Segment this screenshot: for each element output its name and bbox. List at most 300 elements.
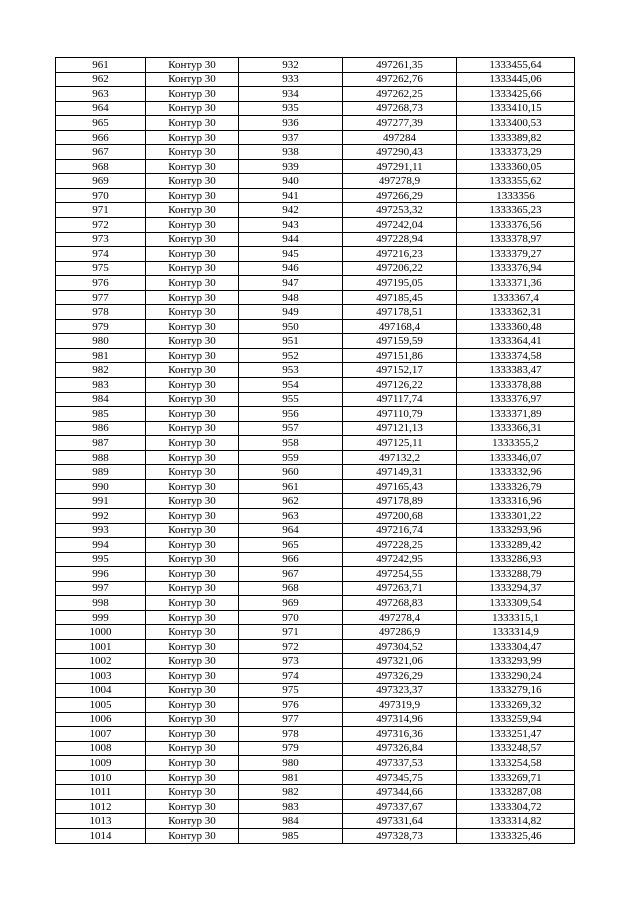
x-coordinate-cell: 497277,39 bbox=[343, 116, 457, 131]
x-coordinate-cell: 497206,22 bbox=[343, 261, 457, 276]
row-number-cell: 1010 bbox=[56, 770, 146, 785]
point-number-cell: 982 bbox=[239, 785, 343, 800]
contour-name-cell: Контур 30 bbox=[146, 232, 239, 247]
y-coordinate-cell: 1333332,96 bbox=[457, 465, 575, 480]
y-coordinate-cell: 1333371,36 bbox=[457, 276, 575, 291]
point-number-cell: 932 bbox=[239, 58, 343, 73]
table-row bbox=[56, 159, 575, 174]
point-number-cell: 934 bbox=[239, 87, 343, 102]
x-coordinate-cell: 497326,84 bbox=[343, 741, 457, 756]
row-number-cell: 993 bbox=[56, 523, 146, 538]
point-number-cell: 951 bbox=[239, 334, 343, 349]
row-number-cell: 982 bbox=[56, 363, 146, 378]
x-coordinate-cell: 497200,68 bbox=[343, 508, 457, 523]
x-coordinate-cell: 497304,52 bbox=[343, 639, 457, 654]
y-coordinate-cell: 1333371,89 bbox=[457, 407, 575, 422]
x-coordinate-cell: 497132,2 bbox=[343, 450, 457, 465]
point-number-cell: 950 bbox=[239, 319, 343, 334]
contour-name-cell: Контур 30 bbox=[146, 683, 239, 698]
point-number-cell: 957 bbox=[239, 421, 343, 436]
y-coordinate-cell: 1333355,2 bbox=[457, 436, 575, 451]
table-row bbox=[56, 174, 575, 189]
point-number-cell: 967 bbox=[239, 567, 343, 582]
point-number-cell: 956 bbox=[239, 407, 343, 422]
row-number-cell: 1003 bbox=[56, 668, 146, 683]
table-row bbox=[56, 683, 575, 698]
row-number-cell: 965 bbox=[56, 116, 146, 131]
row-number-cell: 974 bbox=[56, 247, 146, 262]
point-number-cell: 960 bbox=[239, 465, 343, 480]
point-number-cell: 935 bbox=[239, 101, 343, 116]
x-coordinate-cell: 497110,79 bbox=[343, 407, 457, 422]
contour-name-cell: Контур 30 bbox=[146, 348, 239, 363]
y-coordinate-cell: 1333373,29 bbox=[457, 145, 575, 160]
point-number-cell: 955 bbox=[239, 392, 343, 407]
point-number-cell: 944 bbox=[239, 232, 343, 247]
table-row bbox=[56, 479, 575, 494]
table-row bbox=[56, 421, 575, 436]
contour-name-cell: Контур 30 bbox=[146, 668, 239, 683]
table-row bbox=[56, 247, 575, 262]
row-number-cell: 986 bbox=[56, 421, 146, 436]
point-number-cell: 973 bbox=[239, 654, 343, 669]
row-number-cell: 985 bbox=[56, 407, 146, 422]
contour-name-cell: Контур 30 bbox=[146, 421, 239, 436]
y-coordinate-cell: 1333378,97 bbox=[457, 232, 575, 247]
y-coordinate-cell: 1333316,96 bbox=[457, 494, 575, 509]
y-coordinate-cell: 1333287,08 bbox=[457, 785, 575, 800]
x-coordinate-cell: 497268,83 bbox=[343, 596, 457, 611]
y-coordinate-cell: 1333254,58 bbox=[457, 756, 575, 771]
table-row bbox=[56, 407, 575, 422]
point-number-cell: 963 bbox=[239, 508, 343, 523]
y-coordinate-cell: 1333360,48 bbox=[457, 319, 575, 334]
contour-name-cell: Контур 30 bbox=[146, 756, 239, 771]
x-coordinate-cell: 497254,55 bbox=[343, 567, 457, 582]
contour-name-cell: Контур 30 bbox=[146, 654, 239, 669]
x-coordinate-cell: 497266,29 bbox=[343, 188, 457, 203]
row-number-cell: 967 bbox=[56, 145, 146, 160]
point-number-cell: 965 bbox=[239, 538, 343, 553]
y-coordinate-cell: 1333269,71 bbox=[457, 770, 575, 785]
x-coordinate-cell: 497344,66 bbox=[343, 785, 457, 800]
table-row bbox=[56, 756, 575, 771]
row-number-cell: 968 bbox=[56, 159, 146, 174]
x-coordinate-cell: 497278,9 bbox=[343, 174, 457, 189]
x-coordinate-cell: 497242,95 bbox=[343, 552, 457, 567]
y-coordinate-cell: 1333314,82 bbox=[457, 814, 575, 829]
row-number-cell: 963 bbox=[56, 87, 146, 102]
table-row bbox=[56, 319, 575, 334]
row-number-cell: 969 bbox=[56, 174, 146, 189]
y-coordinate-cell: 1333325,46 bbox=[457, 828, 575, 843]
contour-name-cell: Контур 30 bbox=[146, 538, 239, 553]
y-coordinate-cell: 1333293,99 bbox=[457, 654, 575, 669]
contour-name-cell: Контур 30 bbox=[146, 101, 239, 116]
y-coordinate-cell: 1333445,06 bbox=[457, 72, 575, 87]
y-coordinate-cell: 1333301,22 bbox=[457, 508, 575, 523]
row-number-cell: 975 bbox=[56, 261, 146, 276]
point-number-cell: 941 bbox=[239, 188, 343, 203]
point-number-cell: 953 bbox=[239, 363, 343, 378]
point-number-cell: 975 bbox=[239, 683, 343, 698]
contour-name-cell: Контур 30 bbox=[146, 145, 239, 160]
x-coordinate-cell: 497242,04 bbox=[343, 218, 457, 233]
contour-name-cell: Контур 30 bbox=[146, 392, 239, 407]
point-number-cell: 980 bbox=[239, 756, 343, 771]
table-row bbox=[56, 436, 575, 451]
y-coordinate-cell: 1333286,93 bbox=[457, 552, 575, 567]
row-number-cell: 989 bbox=[56, 465, 146, 480]
point-number-cell: 954 bbox=[239, 378, 343, 393]
x-coordinate-cell: 497178,51 bbox=[343, 305, 457, 320]
y-coordinate-cell: 1333294,37 bbox=[457, 581, 575, 596]
point-number-cell: 949 bbox=[239, 305, 343, 320]
point-number-cell: 977 bbox=[239, 712, 343, 727]
y-coordinate-cell: 1333293,96 bbox=[457, 523, 575, 538]
contour-name-cell: Контур 30 bbox=[146, 276, 239, 291]
row-number-cell: 984 bbox=[56, 392, 146, 407]
row-number-cell: 971 bbox=[56, 203, 146, 218]
x-coordinate-cell: 497263,71 bbox=[343, 581, 457, 596]
table-row bbox=[56, 465, 575, 480]
point-number-cell: 961 bbox=[239, 479, 343, 494]
point-number-cell: 981 bbox=[239, 770, 343, 785]
x-coordinate-cell: 497331,64 bbox=[343, 814, 457, 829]
table-row bbox=[56, 668, 575, 683]
y-coordinate-cell: 1333379,27 bbox=[457, 247, 575, 262]
contour-name-cell: Контур 30 bbox=[146, 58, 239, 73]
point-number-cell: 978 bbox=[239, 727, 343, 742]
y-coordinate-cell: 1333288,79 bbox=[457, 567, 575, 582]
contour-name-cell: Контур 30 bbox=[146, 465, 239, 480]
point-number-cell: 942 bbox=[239, 203, 343, 218]
table-row bbox=[56, 130, 575, 145]
y-coordinate-cell: 1333410,15 bbox=[457, 101, 575, 116]
row-number-cell: 997 bbox=[56, 581, 146, 596]
x-coordinate-cell: 497165,43 bbox=[343, 479, 457, 494]
point-number-cell: 945 bbox=[239, 247, 343, 262]
x-coordinate-cell: 497291,11 bbox=[343, 159, 457, 174]
y-coordinate-cell: 1333290,24 bbox=[457, 668, 575, 683]
y-coordinate-cell: 1333364,41 bbox=[457, 334, 575, 349]
coordinates-table bbox=[55, 57, 575, 844]
row-number-cell: 1007 bbox=[56, 727, 146, 742]
y-coordinate-cell: 1333367,4 bbox=[457, 290, 575, 305]
row-number-cell: 1011 bbox=[56, 785, 146, 800]
x-coordinate-cell: 497168,4 bbox=[343, 319, 457, 334]
contour-name-cell: Контур 30 bbox=[146, 639, 239, 654]
table-row bbox=[56, 87, 575, 102]
x-coordinate-cell: 497117,74 bbox=[343, 392, 457, 407]
point-number-cell: 969 bbox=[239, 596, 343, 611]
point-number-cell: 976 bbox=[239, 698, 343, 713]
row-number-cell: 981 bbox=[56, 348, 146, 363]
y-coordinate-cell: 1333248,57 bbox=[457, 741, 575, 756]
row-number-cell: 1009 bbox=[56, 756, 146, 771]
y-coordinate-cell: 1333304,47 bbox=[457, 639, 575, 654]
point-number-cell: 966 bbox=[239, 552, 343, 567]
x-coordinate-cell: 497178,89 bbox=[343, 494, 457, 509]
row-number-cell: 1012 bbox=[56, 799, 146, 814]
row-number-cell: 972 bbox=[56, 218, 146, 233]
y-coordinate-cell: 1333400,53 bbox=[457, 116, 575, 131]
point-number-cell: 983 bbox=[239, 799, 343, 814]
row-number-cell: 976 bbox=[56, 276, 146, 291]
point-number-cell: 962 bbox=[239, 494, 343, 509]
x-coordinate-cell: 497319,9 bbox=[343, 698, 457, 713]
table-row bbox=[56, 814, 575, 829]
y-coordinate-cell: 1333304,72 bbox=[457, 799, 575, 814]
x-coordinate-cell: 497121,13 bbox=[343, 421, 457, 436]
table-row bbox=[56, 799, 575, 814]
table-row bbox=[56, 698, 575, 713]
contour-name-cell: Контур 30 bbox=[146, 450, 239, 465]
row-number-cell: 961 bbox=[56, 58, 146, 73]
x-coordinate-cell: 497228,25 bbox=[343, 538, 457, 553]
contour-name-cell: Контур 30 bbox=[146, 698, 239, 713]
table-row bbox=[56, 552, 575, 567]
y-coordinate-cell: 1333269,32 bbox=[457, 698, 575, 713]
contour-name-cell: Контур 30 bbox=[146, 130, 239, 145]
table-row bbox=[56, 785, 575, 800]
row-number-cell: 1008 bbox=[56, 741, 146, 756]
row-number-cell: 988 bbox=[56, 450, 146, 465]
point-number-cell: 939 bbox=[239, 159, 343, 174]
contour-name-cell: Контур 30 bbox=[146, 552, 239, 567]
y-coordinate-cell: 1333289,42 bbox=[457, 538, 575, 553]
point-number-cell: 959 bbox=[239, 450, 343, 465]
contour-name-cell: Контур 30 bbox=[146, 625, 239, 640]
x-coordinate-cell: 497126,22 bbox=[343, 378, 457, 393]
row-number-cell: 994 bbox=[56, 538, 146, 553]
y-coordinate-cell: 1333383,47 bbox=[457, 363, 575, 378]
point-number-cell: 979 bbox=[239, 741, 343, 756]
x-coordinate-cell: 497337,53 bbox=[343, 756, 457, 771]
point-number-cell: 940 bbox=[239, 174, 343, 189]
row-number-cell: 979 bbox=[56, 319, 146, 334]
y-coordinate-cell: 1333279,16 bbox=[457, 683, 575, 698]
x-coordinate-cell: 497216,23 bbox=[343, 247, 457, 262]
table-row bbox=[56, 494, 575, 509]
x-coordinate-cell: 497316,36 bbox=[343, 727, 457, 742]
row-number-cell: 987 bbox=[56, 436, 146, 451]
row-number-cell: 1014 bbox=[56, 828, 146, 843]
y-coordinate-cell: 1333376,56 bbox=[457, 218, 575, 233]
x-coordinate-cell: 497125,11 bbox=[343, 436, 457, 451]
contour-name-cell: Контур 30 bbox=[146, 378, 239, 393]
x-coordinate-cell: 497268,73 bbox=[343, 101, 457, 116]
row-number-cell: 964 bbox=[56, 101, 146, 116]
contour-name-cell: Контур 30 bbox=[146, 174, 239, 189]
table-row bbox=[56, 72, 575, 87]
x-coordinate-cell: 497152,17 bbox=[343, 363, 457, 378]
y-coordinate-cell: 1333326,79 bbox=[457, 479, 575, 494]
y-coordinate-cell: 1333309,54 bbox=[457, 596, 575, 611]
table-row bbox=[56, 508, 575, 523]
y-coordinate-cell: 1333356 bbox=[457, 188, 575, 203]
contour-name-cell: Контур 30 bbox=[146, 319, 239, 334]
x-coordinate-cell: 497149,31 bbox=[343, 465, 457, 480]
y-coordinate-cell: 1333378,88 bbox=[457, 378, 575, 393]
y-coordinate-cell: 1333389,82 bbox=[457, 130, 575, 145]
x-coordinate-cell: 497253,32 bbox=[343, 203, 457, 218]
contour-name-cell: Контур 30 bbox=[146, 741, 239, 756]
table-row bbox=[56, 334, 575, 349]
row-number-cell: 998 bbox=[56, 596, 146, 611]
row-number-cell: 1002 bbox=[56, 654, 146, 669]
table-row bbox=[56, 116, 575, 131]
point-number-cell: 936 bbox=[239, 116, 343, 131]
contour-name-cell: Контур 30 bbox=[146, 334, 239, 349]
point-number-cell: 971 bbox=[239, 625, 343, 640]
row-number-cell: 980 bbox=[56, 334, 146, 349]
table-row bbox=[56, 378, 575, 393]
contour-name-cell: Контур 30 bbox=[146, 218, 239, 233]
contour-name-cell: Контур 30 bbox=[146, 770, 239, 785]
y-coordinate-cell: 1333259,94 bbox=[457, 712, 575, 727]
point-number-cell: 952 bbox=[239, 348, 343, 363]
contour-name-cell: Контур 30 bbox=[146, 436, 239, 451]
table-row bbox=[56, 741, 575, 756]
row-number-cell: 991 bbox=[56, 494, 146, 509]
y-coordinate-cell: 1333376,94 bbox=[457, 261, 575, 276]
x-coordinate-cell: 497151,86 bbox=[343, 348, 457, 363]
y-coordinate-cell: 1333251,47 bbox=[457, 727, 575, 742]
y-coordinate-cell: 1333346,07 bbox=[457, 450, 575, 465]
table-row bbox=[56, 639, 575, 654]
contour-name-cell: Контур 30 bbox=[146, 203, 239, 218]
table-row bbox=[56, 596, 575, 611]
contour-name-cell: Контур 30 bbox=[146, 87, 239, 102]
y-coordinate-cell: 1333365,23 bbox=[457, 203, 575, 218]
contour-name-cell: Контур 30 bbox=[146, 523, 239, 538]
row-number-cell: 990 bbox=[56, 479, 146, 494]
x-coordinate-cell: 497228,94 bbox=[343, 232, 457, 247]
row-number-cell: 992 bbox=[56, 508, 146, 523]
y-coordinate-cell: 1333355,62 bbox=[457, 174, 575, 189]
table-row bbox=[56, 567, 575, 582]
table-row bbox=[56, 145, 575, 160]
point-number-cell: 972 bbox=[239, 639, 343, 654]
contour-name-cell: Контур 30 bbox=[146, 290, 239, 305]
x-coordinate-cell: 497284 bbox=[343, 130, 457, 145]
row-number-cell: 966 bbox=[56, 130, 146, 145]
x-coordinate-cell: 497286,9 bbox=[343, 625, 457, 640]
row-number-cell: 1005 bbox=[56, 698, 146, 713]
point-number-cell: 947 bbox=[239, 276, 343, 291]
y-coordinate-cell: 1333374,58 bbox=[457, 348, 575, 363]
point-number-cell: 958 bbox=[239, 436, 343, 451]
x-coordinate-cell: 497185,45 bbox=[343, 290, 457, 305]
contour-name-cell: Контур 30 bbox=[146, 799, 239, 814]
table-row bbox=[56, 450, 575, 465]
row-number-cell: 973 bbox=[56, 232, 146, 247]
x-coordinate-cell: 497159,59 bbox=[343, 334, 457, 349]
x-coordinate-cell: 497321,06 bbox=[343, 654, 457, 669]
table-row bbox=[56, 261, 575, 276]
row-number-cell: 1001 bbox=[56, 639, 146, 654]
row-number-cell: 1000 bbox=[56, 625, 146, 640]
table-row bbox=[56, 610, 575, 625]
table-row bbox=[56, 712, 575, 727]
table-row bbox=[56, 101, 575, 116]
point-number-cell: 937 bbox=[239, 130, 343, 145]
coordinates-table-body bbox=[56, 58, 575, 844]
table-row bbox=[56, 58, 575, 73]
table-row bbox=[56, 232, 575, 247]
contour-name-cell: Контур 30 bbox=[146, 305, 239, 320]
table-row bbox=[56, 348, 575, 363]
x-coordinate-cell: 497323,37 bbox=[343, 683, 457, 698]
row-number-cell: 1004 bbox=[56, 683, 146, 698]
row-number-cell: 1013 bbox=[56, 814, 146, 829]
table-row bbox=[56, 218, 575, 233]
row-number-cell: 978 bbox=[56, 305, 146, 320]
contour-name-cell: Контур 30 bbox=[146, 247, 239, 262]
contour-name-cell: Контур 30 bbox=[146, 363, 239, 378]
contour-name-cell: Контур 30 bbox=[146, 407, 239, 422]
point-number-cell: 964 bbox=[239, 523, 343, 538]
row-number-cell: 1006 bbox=[56, 712, 146, 727]
point-number-cell: 968 bbox=[239, 581, 343, 596]
point-number-cell: 938 bbox=[239, 145, 343, 160]
y-coordinate-cell: 1333376,97 bbox=[457, 392, 575, 407]
row-number-cell: 970 bbox=[56, 188, 146, 203]
contour-name-cell: Контур 30 bbox=[146, 479, 239, 494]
x-coordinate-cell: 497290,43 bbox=[343, 145, 457, 160]
point-number-cell: 948 bbox=[239, 290, 343, 305]
y-coordinate-cell: 1333425,66 bbox=[457, 87, 575, 102]
table-row bbox=[56, 523, 575, 538]
table-row bbox=[56, 290, 575, 305]
x-coordinate-cell: 497195,05 bbox=[343, 276, 457, 291]
contour-name-cell: Контур 30 bbox=[146, 814, 239, 829]
point-number-cell: 933 bbox=[239, 72, 343, 87]
y-coordinate-cell: 1333455,64 bbox=[457, 58, 575, 73]
contour-name-cell: Контур 30 bbox=[146, 261, 239, 276]
x-coordinate-cell: 497337,67 bbox=[343, 799, 457, 814]
contour-name-cell: Контур 30 bbox=[146, 712, 239, 727]
table-row bbox=[56, 770, 575, 785]
table-row bbox=[56, 727, 575, 742]
row-number-cell: 999 bbox=[56, 610, 146, 625]
table-row bbox=[56, 188, 575, 203]
contour-name-cell: Контур 30 bbox=[146, 596, 239, 611]
contour-name-cell: Контур 30 bbox=[146, 567, 239, 582]
contour-name-cell: Контур 30 bbox=[146, 610, 239, 625]
y-coordinate-cell: 1333362,31 bbox=[457, 305, 575, 320]
table-row bbox=[56, 392, 575, 407]
row-number-cell: 995 bbox=[56, 552, 146, 567]
point-number-cell: 985 bbox=[239, 828, 343, 843]
table-row bbox=[56, 828, 575, 843]
table-row bbox=[56, 538, 575, 553]
contour-name-cell: Контур 30 bbox=[146, 188, 239, 203]
x-coordinate-cell: 497261,35 bbox=[343, 58, 457, 73]
table-row bbox=[56, 581, 575, 596]
row-number-cell: 977 bbox=[56, 290, 146, 305]
y-coordinate-cell: 1333366,31 bbox=[457, 421, 575, 436]
table-row bbox=[56, 305, 575, 320]
row-number-cell: 962 bbox=[56, 72, 146, 87]
y-coordinate-cell: 1333360,05 bbox=[457, 159, 575, 174]
row-number-cell: 983 bbox=[56, 378, 146, 393]
x-coordinate-cell: 497278,4 bbox=[343, 610, 457, 625]
point-number-cell: 946 bbox=[239, 261, 343, 276]
contour-name-cell: Контур 30 bbox=[146, 508, 239, 523]
contour-name-cell: Контур 30 bbox=[146, 727, 239, 742]
